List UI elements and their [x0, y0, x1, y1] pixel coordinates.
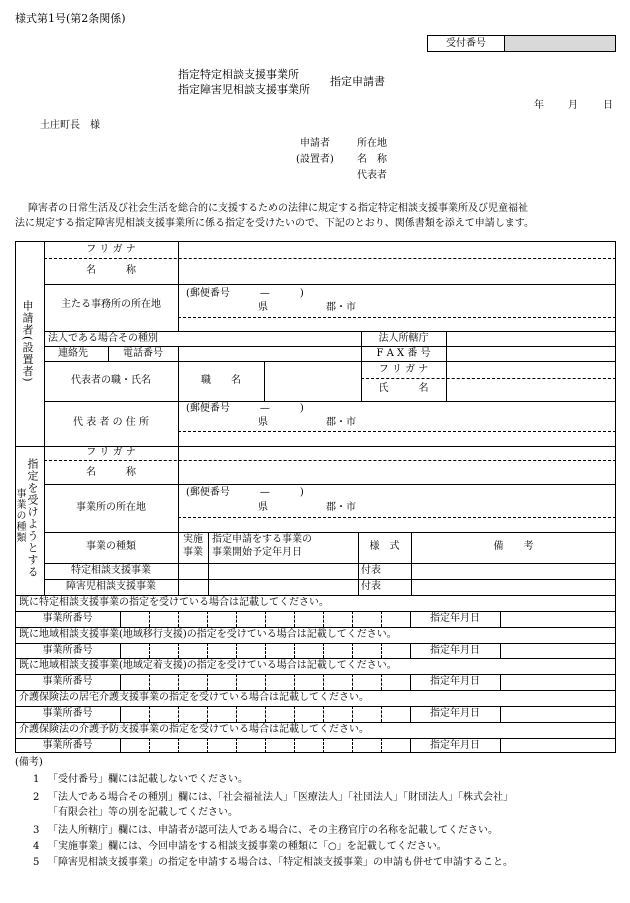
date-day: 日 — [603, 100, 613, 111]
prior-office-number-label-2: 事業所番号 — [42, 644, 93, 656]
office-postal: (郵便番号 — ) — [186, 487, 304, 498]
business-row-1-name: 特定相談支援事業 — [71, 565, 151, 576]
addressee: 土庄町長 様 — [40, 120, 100, 131]
prior-note-3: 既に地域相談支援事業(地域定着支援)の指定を受けている場合は記載してください。 — [19, 660, 397, 672]
title-line1: 指定特定相談支援事業所 — [178, 68, 299, 81]
start-date-header-2: 事業開始予定年月日 — [212, 547, 302, 558]
office-furigana-label: フ リ ガ ナ — [86, 447, 136, 458]
title-suffix: 指定申請書 — [330, 75, 385, 88]
date-month: 月 — [568, 100, 578, 111]
rep-title-label: 職 名 — [201, 375, 241, 386]
applicant-city: 郡・市 — [326, 302, 356, 313]
prior-designated-date-label-4: 指定年月日 — [430, 708, 480, 720]
prior-office-number-label-5: 事業所番号 — [42, 739, 93, 751]
receipt-number-label: 受付番号 — [446, 38, 486, 49]
note-2-num: 2 — [33, 792, 40, 803]
business-row-2-style: 付表 — [361, 581, 381, 592]
section2-side-label1: 指定を受けようとする — [26, 458, 39, 578]
note-4-text: 「実施事業」欄には、今回申請をする相談支援事業の種類に「○」を記載してください。 — [48, 841, 447, 852]
section1-side-label: 申請者(設置者) — [21, 300, 34, 383]
applicant-postal: (郵便番号 — ) — [186, 288, 304, 299]
section2-side-label2: 事業の種類 — [14, 488, 25, 543]
prior-note-2: 既に地域相談支援事業(地域移行支援)の指定を受けている場合は記載してください。 — [19, 628, 397, 640]
contact-label: 連絡先 — [58, 348, 88, 359]
corp-type-label: 法人である場合その種別 — [48, 333, 158, 344]
prior-note-4: 介護保険法の居宅介護支援事業の指定を受けている場合は記載してください。 — [19, 692, 369, 704]
date-year: 年 — [534, 100, 544, 111]
prior-office-number-label-3: 事業所番号 — [42, 676, 93, 688]
rep-full-name-label: 氏 名 — [378, 383, 429, 394]
form-number: 様式第1号(第2条関係) — [15, 12, 126, 25]
prior-office-number-label-4: 事業所番号 — [42, 708, 93, 720]
applicant-label: 申請者 — [300, 138, 330, 149]
office-address-label: 事業所の所在地 — [76, 502, 146, 513]
receipt-number-field[interactable] — [505, 36, 615, 51]
prior-designated-date-label-2: 指定年月日 — [430, 644, 480, 656]
applicant-address-label: 所在地 — [357, 138, 387, 149]
note-1-text: 「受付番号」欄には記載しないでください。 — [48, 774, 248, 785]
note-2-text: 「法人である場合その種別」欄には、「社会福祉法人」「医療法人」「社団法人」「財団法人」「株式会社」 — [48, 792, 513, 803]
office-prefecture: 県 — [258, 502, 268, 513]
remarks-header: 備 考 — [493, 541, 534, 552]
corp-authority-label: 法人所轄庁 — [378, 333, 429, 344]
note-5-num: 5 — [33, 857, 40, 868]
note-3-num: 3 — [33, 825, 40, 836]
prior-office-number-label-1: 事業所番号 — [42, 613, 93, 624]
note-3-text: 「法人所轄庁」欄には、申請者が認可法人である場合に、その主務官庁の名称を記載してください。 — [48, 825, 498, 836]
applicant-representative-label: 代表者 — [357, 170, 387, 181]
applicant-name-row-label: 名 称 — [86, 265, 136, 276]
applicant-prefecture: 県 — [258, 302, 268, 313]
note-5-text: 「障害児相談支援事業」の指定を申請する場合は、「特定相談支援事業」の申請も併せて申請すること。 — [48, 857, 513, 868]
office-city: 郡・市 — [326, 502, 356, 513]
receipt-number-box — [427, 35, 616, 52]
phone-label: 電話番号 — [123, 348, 163, 359]
rep-postal: (郵便番号 — ) — [186, 403, 304, 414]
intro-line2: 法に規定する指定障害児相談支援事業所に係る指定を受けたいので、下記のとおり、関係書類を添えて申請します。 — [15, 218, 534, 229]
note-2-continued-text: 「有限会社」等の別を記載してください。 — [48, 807, 238, 818]
prior-note-5: 介護保険法の介護予防支援事業の指定を受けている場合は記載してください。 — [19, 723, 369, 735]
rep-prefecture: 県 — [258, 417, 268, 428]
business-type-header: 事業の種類 — [86, 541, 136, 552]
rep-city: 郡・市 — [326, 417, 356, 428]
rep-address-label: 代 表 者 の 住 所 — [73, 417, 149, 428]
rep-furigana-label: フ リ ガ ナ — [378, 364, 429, 375]
applicant-name-label: 名 称 — [357, 154, 387, 165]
style-header: 様 式 — [369, 541, 400, 552]
business-row-2-name: 障害児相談支援事業 — [66, 581, 156, 592]
prior-designated-date-label-1: 指定年月日 — [430, 613, 480, 624]
applicant-furigana-label: フ リ ガ ナ — [86, 244, 136, 255]
prior-note-1: 既に特定相談支援事業の指定を受けている場合は記載してください。 — [19, 597, 329, 608]
implemented-header-2: 事業 — [183, 547, 203, 558]
rep-title-name-label: 代表者の職・氏名 — [71, 375, 151, 386]
fax-label: F A X 番 号 — [376, 348, 431, 359]
office-name-label: 名 称 — [86, 467, 136, 478]
title-line2: 指定障害児相談支援事業所 — [178, 83, 310, 96]
prior-designated-date-label-5: 指定年月日 — [430, 739, 480, 751]
applicant-sub-label: (設置者) — [296, 154, 334, 165]
prior-designated-date-label-3: 指定年月日 — [430, 676, 480, 688]
notes-header: (備考) — [15, 757, 43, 768]
business-row-1-style: 付表 — [361, 565, 381, 576]
applicant-office-address-label: 主たる事務所の所在地 — [61, 299, 161, 310]
note-1-num: 1 — [33, 774, 40, 785]
note-4-num: 4 — [33, 841, 40, 852]
implemented-header-1: 実施 — [183, 534, 203, 545]
start-date-header-1: 指定申請をする事業の — [212, 534, 312, 545]
intro-line1: 障害者の日常生活及び社会生活を総合的に支援するための法律に規定する指定特定相談支援事業所及び児童福祉 — [28, 203, 528, 214]
